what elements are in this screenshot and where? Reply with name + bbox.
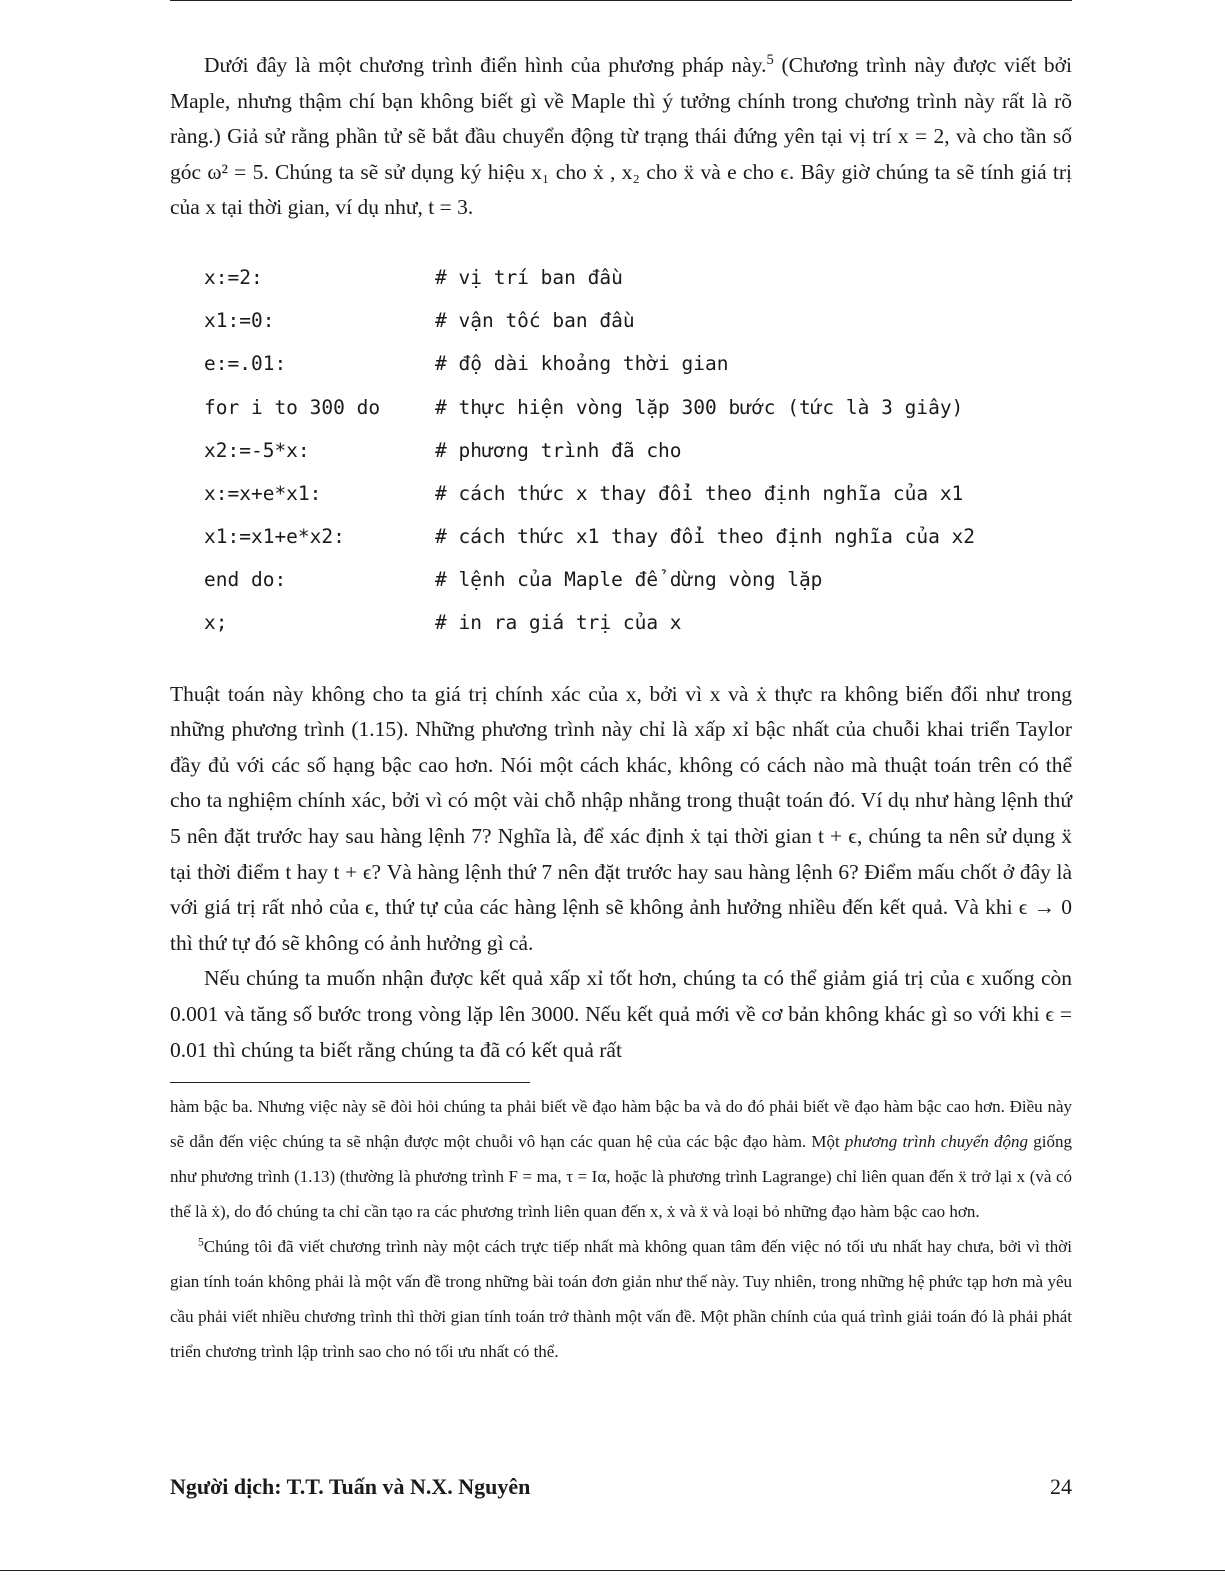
code-comment: # phương trình đã cho [435,438,682,462]
code-command: x1:=x1+e*x2: [204,525,345,549]
code-command: x:=2: [204,265,263,289]
code-comment: # thực hiện vòng lặp 300 bước (tức là 3 giây) [435,395,964,419]
code-comment: # cách thức x1 thay đổi theo định nghĩa của x2 [435,525,976,549]
footnote-5-text: Chúng tôi đã viết chương trình này một cách trực tiếp nhất mà không quan tâm đến việc nó tối ưu nhất hay chưa, bởi vì thời gian tính toán không phải là một vấn đề trong những bài toán đơn giản như thế này. Tuy nhiên, trong những hệ phức tạp hơn mà yêu cầu phải viết nhiều chương trình thì thời gian tính toán trở thành một vấn đề. Một phần chính của quá trình giải toán đó là phải phát triển chương trình lập trình sao cho nó tối ưu nhất có thể. [170,1237,1072,1362]
code-line [204,472,1072,515]
code-command: for i to 300 do [204,395,381,419]
code-line [204,429,1072,472]
code-line [204,558,1072,601]
maple-code-block [204,256,1072,645]
footnote-ref-5: 5 [766,51,774,68]
intro-paragraph [170,48,1072,226]
body-paragraph-3: Nếu chúng ta muốn nhận được kết quả xấp xỉ tốt hơn, chúng ta có thể giảm giá trị của ϵ xuống còn 0.001 và tăng số bước trong vòng lặp lên 3000. Nếu kết quả mới về cơ bản không khác gì so với khi ϵ = 0.01 thì chúng ta biết rằng chúng ta đã có kết quả rất [170,966,1072,1062]
page-footer [170,1474,1072,1500]
code-comment: # lệnh của Maple để dừng vòng lặp [435,568,823,592]
code-line [204,342,1072,385]
code-command: x1:=0: [204,309,275,333]
code-line [204,386,1072,429]
code-line [204,299,1072,342]
translator-credit: Người dịch: T.T. Tuấn và N.X. Nguyên [170,1474,531,1499]
code-command: x2:=-5*x: [204,438,310,462]
intro-text: Dưới đây là một chương trình điển hình của phương pháp này. [204,53,767,77]
footnote-continued-text: hàm bậc ba. Nhưng việc này sẽ đòi hỏi chúng ta phải biết về đạo hàm bậc ba và do đó phải biết về đạo hàm bậc cao hơn. Điều này sẽ dẫn đến việc chúng ta sẽ nhận được một chuỗi vô hạn các quan hệ của các bậc đạo hàm. Một [170,1097,1072,1152]
footnote-continued [170,1089,1072,1229]
code-comment: # vị trí ban đầu [435,265,623,289]
bottom-rule [0,1570,1225,1571]
code-line [204,256,1072,299]
footnote-continued-text-after: giống như phương trình (1.13) (thường là phương trình F = ma, τ = Iα, hoặc là phương trình Lagrange) chỉ liên quan đến ẍ trở lại x (và có thể là ẋ), do đó chúng ta chỉ cần tạo ra các phương trình liên quan đến x, ẋ và ẍ và loại bỏ những đạo hàm bậc cao hơn. [170,1132,1072,1222]
footnote-marker-5: 5 [198,1235,204,1249]
top-rule [170,0,1072,1]
code-line [204,515,1072,558]
code-comment: # in ra giá trị của x [435,611,682,635]
code-comment: # cách thức x thay đổi theo định nghĩa của x1 [435,481,964,505]
code-comment: # độ dài khoảng thời gian [435,352,729,376]
page-content [170,48,1072,1369]
code-command: x; [204,611,228,635]
code-command: end do: [204,568,287,592]
footnote-rule [170,1082,530,1083]
page-number: 24 [1050,1474,1072,1499]
footnote-5 [170,1229,1072,1369]
footnote-emphasis: phương trình chuyển động [844,1132,1029,1152]
body-paragraph-2: Thuật toán này không cho ta giá trị chính xác của x, bởi vì x và ẋ thực ra không biến đổi như trong những phương trình (1.15). Những phương trình này chỉ là xấp xỉ bậc nhất của chuỗi khai triển Taylor đầy đủ với các số hạng bậc cao hơn. Nói một cách khác, không có cách nào mà thuật toán trên có thể cho ta nghiệm chính xác, bởi vì có một vài chỗ nhập nhằng trong thuật toán đó. Ví dụ như hàng lệnh thứ 5 nên đặt trước hay sau hàng lệnh 7? Nghĩa là, để xác định ẋ tại thời gian t + ϵ, chúng ta nên sử dụng ẍ tại thời điểm t hay t + ϵ? Và hàng lệnh thứ 7 nên đặt trước hay sau hàng lệnh 6? Điểm mấu chốt ở đây là với giá trị rất nhỏ của ϵ, thứ tự của các hàng lệnh sẽ không ảnh hưởng nhiều đến kết quả. Và khi ϵ → 0 thì thứ tự đó sẽ không có ảnh hưởng gì cả. [170,681,1072,955]
code-command: e:=.01: [204,352,287,376]
code-command: x:=x+e*x1: [204,481,322,505]
intro-text-after: (Chương trình này được viết bởi Maple, nhưng thậm chí bạn không biết gì về Maple thì ý tưởng chính trong chương trình này rất là rõ ràng.) Giả sử rằng phần tử sẽ bắt đầu chuyển động từ trạng thái đứng yên tại vị trí x = 2, và cho tần số góc ω² = 5. Chúng ta sẽ sử dụng ký hiệu x₁ cho ẋ , x₂ cho ẍ và e cho ϵ. Bây giờ chúng ta sẽ tính giá trị của x tại thời gian, ví dụ như, t = 3. [170,53,1072,220]
code-comment: # vận tốc ban đầu [435,309,635,333]
code-line [204,601,1072,644]
